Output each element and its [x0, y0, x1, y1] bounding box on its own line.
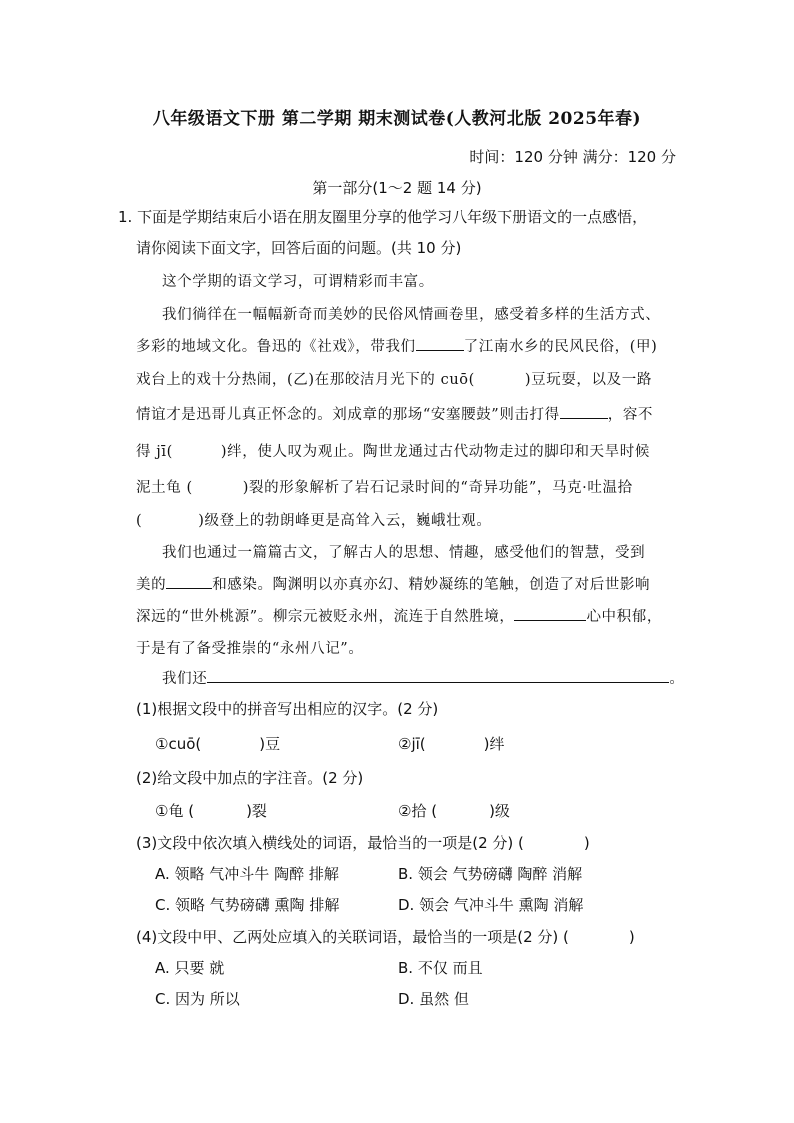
- passage-p2-line5: [136, 440, 650, 461]
- passage-text: 我们还: [162, 671, 208, 687]
- passage-text: 和感染。陶渊明以亦真亦幻、精妙凝练的笔触，创造了对后世影响: [212, 577, 651, 593]
- question-1-intro-line1: 1. 下面是学期结束后小语在朋友圈里分享的他学习八年级下册语文的一点感悟，: [118, 208, 648, 226]
- passage-text: 。: [669, 671, 685, 687]
- sub-question-3-option-c[interactable]: C. 领略 气势磅礴 熏陶 排解: [155, 896, 340, 914]
- passage-p2-line2: [136, 335, 657, 356]
- passage-text: 美的: [136, 577, 167, 593]
- sub-question-1-item-b: [398, 733, 505, 754]
- item-text: )豆: [259, 735, 281, 753]
- passage-text: 戏台上的戏十分热闹，(乙)在那皎洁月光下的 cuō(: [136, 372, 475, 388]
- passage-paragraph-1: 这个学期的语文学习，可谓精彩而丰富。: [162, 274, 434, 290]
- sub-question-2-prompt: (2)给文段中加点的字注音。(2 分): [136, 769, 364, 787]
- exam-title: 八年级语文下册 第二学期 期末测试卷(人教河北版 2025年春): [152, 109, 642, 129]
- fill-blank-1[interactable]: [416, 336, 464, 351]
- passage-p2-line1: 我们徜徉在一幅幅新奇而美妙的民俗风情画卷里，感受着多样的生活方式、: [162, 307, 661, 323]
- sub-question-3-option-d[interactable]: D. 领会 气冲斗牛 熏陶 消解: [398, 896, 584, 914]
- section-heading: 第一部分(1～2 题 14 分): [312, 179, 482, 197]
- sub-question-4-option-a[interactable]: A. 只要 就: [155, 959, 225, 977]
- passage-paragraph-4: [162, 667, 684, 688]
- sub-question-2-item-b: [398, 800, 510, 821]
- sub-question-4-option-d[interactable]: D. 虽然 但: [398, 990, 469, 1008]
- fill-blank-long[interactable]: [207, 668, 669, 683]
- passage-text: )绊，使人叹为观止。陶世龙通过古代动物走过的脚印和天旱时候: [220, 444, 650, 460]
- passage-text: 心中积郁，: [586, 609, 662, 625]
- sub-question-4-option-c[interactable]: C. 因为 所以: [155, 990, 240, 1008]
- prompt-text: (3)文段中依次填入横线处的词语，最恰当的一项是(2 分) (: [136, 834, 524, 852]
- item-text: ①cuō(: [155, 735, 202, 753]
- item-text: )绊: [483, 735, 505, 753]
- sub-question-1-item-a: [155, 733, 280, 754]
- passage-p2-line3: [136, 368, 652, 389]
- prompt-text: ): [583, 834, 590, 852]
- passage-p3-line1: 我们也通过一篇篇古文，了解古人的思想、情趣，感受他们的智慧，受到: [162, 545, 646, 561]
- passage-text: 深远的“世外桃源”。柳宗元被贬永州，流连于自然胜境，: [136, 609, 515, 625]
- passage-p3-line2: [136, 573, 650, 594]
- item-text: )级: [489, 802, 510, 820]
- passage-p3-line3: [136, 605, 662, 626]
- sub-question-4-option-b[interactable]: B. 不仅 而且: [398, 959, 483, 977]
- prompt-text: ): [628, 928, 635, 946]
- fill-blank-2[interactable]: [560, 404, 608, 419]
- passage-text: 了江南水乡的民风民俗，(甲): [463, 339, 658, 355]
- passage-text: 多彩的地域文化。鲁迅的《社戏》，带我们: [136, 339, 416, 355]
- sub-question-3-option-b[interactable]: B. 领会 气势磅礴 陶醉 消解: [398, 865, 583, 883]
- question-1-intro-line2: 请你阅读下面文字，回答后面的问题。(共 10 分): [136, 239, 462, 257]
- sub-question-3-prompt: [136, 832, 590, 853]
- passage-text: (: [136, 513, 143, 529]
- sub-question-2-item-a: [155, 800, 267, 821]
- passage-p2-line6: [136, 476, 633, 497]
- item-text: )裂: [246, 802, 267, 820]
- sub-question-1-prompt: (1)根据文段中的拼音写出相应的汉字。(2 分): [136, 700, 439, 718]
- time-info: 时间：120 分钟 满分：120 分: [469, 148, 676, 166]
- passage-text: 泥土龟 (: [136, 480, 193, 496]
- item-text: ①龟 (: [155, 802, 195, 820]
- passage-text: 情谊才是迅哥儿真正怀念的。刘成章的那场“安塞腰鼓”则击打得: [136, 407, 560, 423]
- item-text: ②拾 (: [398, 802, 438, 820]
- passage-p2-line7: [136, 509, 491, 530]
- passage-p3-line4: 于是有了备受推崇的“永州八记”。: [136, 641, 364, 657]
- item-text: ②jī(: [398, 735, 426, 753]
- passage-text: )豆玩耍，以及一路: [524, 372, 652, 388]
- fill-blank-4[interactable]: [514, 606, 586, 621]
- prompt-text: (4)文段中甲、乙两处应填入的关联词语，最恰当的一项是(2 分) (: [136, 928, 569, 946]
- fill-blank-3[interactable]: [166, 574, 212, 589]
- passage-text: ，容不: [607, 407, 654, 423]
- passage-p2-line4: [136, 403, 653, 424]
- passage-text: 得 jī(: [136, 444, 173, 460]
- sub-question-4-prompt: [136, 926, 635, 947]
- sub-question-3-option-a[interactable]: A. 领略 气冲斗牛 陶醉 排解: [155, 865, 339, 883]
- passage-text: )级登上的勃朗峰更是高耸入云，巍峨壮观。: [198, 513, 492, 529]
- passage-text: )裂的形象解析了岩石记录时间的“奇异功能”，马克·吐温拾: [242, 480, 633, 496]
